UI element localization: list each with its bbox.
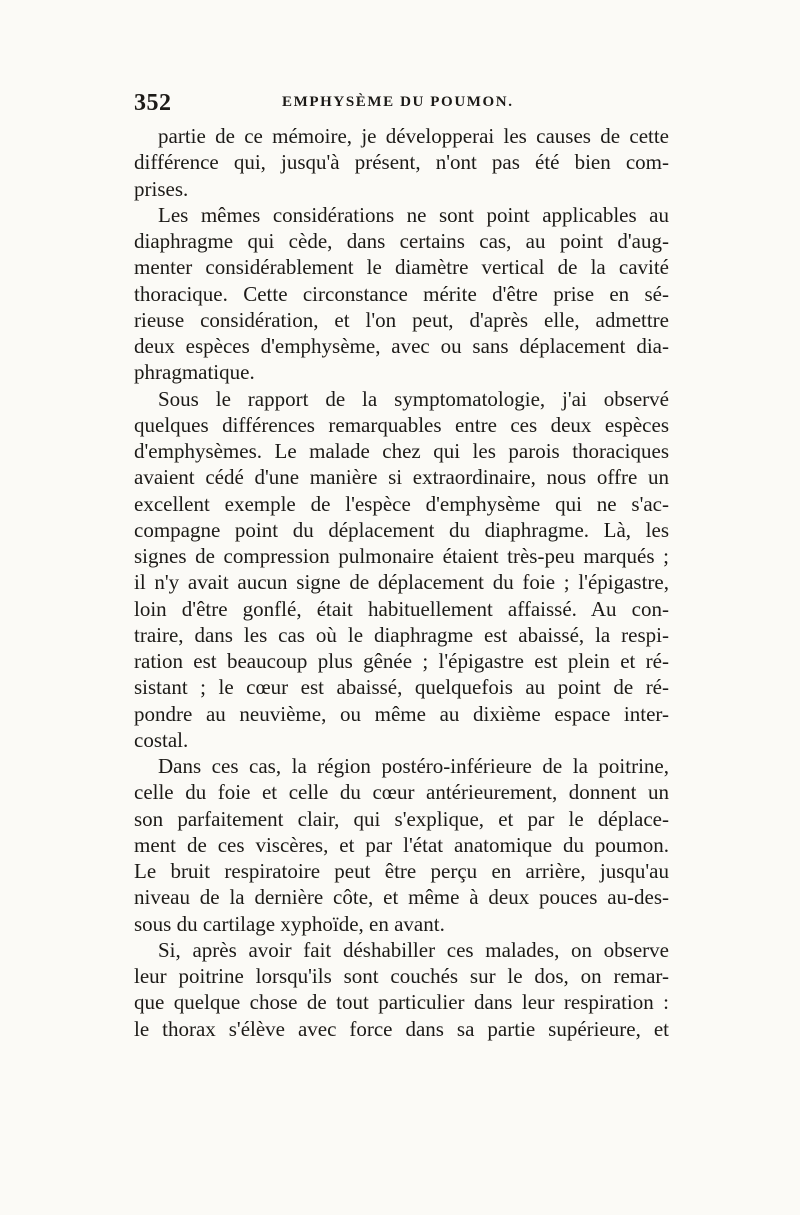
- text-line: le thorax s'élève avec force dans sa partie supérieure, et: [134, 1016, 669, 1041]
- text-line: pondre au neuvième, ou même au dixième espace inter-: [134, 701, 669, 726]
- paragraph: [134, 753, 669, 937]
- text-line: loin d'être gonflé, était habituellement affaissé. Au con-: [134, 596, 669, 621]
- text-line: sistant ; le cœur est abaissé, quelquefois au point de ré-: [134, 675, 669, 700]
- text-line: Si, après avoir fait déshabiller ces malades, on observe: [158, 937, 669, 962]
- text-line: son parfaitement clair, qui s'explique, et par le déplace-: [134, 806, 669, 831]
- text-line: sous du cartilage xyphoïde, en avant.: [134, 911, 445, 936]
- text-line: leur poitrine lorsqu'ils sont couchés sur le dos, on remar-: [134, 964, 669, 988]
- text-line: prises.: [134, 176, 189, 201]
- text-line: ration est beaucoup plus gênée ; l'épigastre est plein et ré-: [134, 649, 669, 673]
- text-line: traire, dans les cas où le diaphragme est abaissé, la respi-: [134, 622, 669, 647]
- text-line: phragmatique.: [134, 360, 255, 385]
- text-line: avaient cédé d'une manière si extraordinaire, nous offre un: [134, 465, 669, 490]
- text-line: rieuse considération, et l'on peut, d'après elle, admettre: [134, 307, 669, 332]
- text-line: excellent exemple de l'espèce d'emphysème qui ne s'ac-: [134, 491, 669, 516]
- paragraph: [134, 937, 669, 1042]
- text-line: thoracique. Cette circonstance mérite d'être prise en sé-: [134, 281, 669, 306]
- text-line: il n'y avait aucun signe de déplacement du foie ; l'épigastre,: [134, 570, 669, 595]
- text-line: diaphragme qui cède, dans certains cas, au point d'aug-: [134, 229, 669, 253]
- text-line: Les mêmes considérations ne sont point applicables au: [158, 202, 669, 227]
- paragraph: [134, 123, 669, 202]
- text-line: quelques différences remarquables entre ces deux espèces: [134, 412, 669, 437]
- body-text: [134, 123, 669, 1042]
- text-line: différence qui, jusqu'à présent, n'ont pas été bien com-: [134, 150, 669, 175]
- text-line: Sous le rapport de la symptomatologie, j'ai observé: [158, 386, 669, 411]
- text-line: ment de ces viscères, et par l'état anatomique du poumon.: [134, 832, 669, 857]
- text-line: celle du foie et celle du cœur antérieurement, donnent un: [134, 780, 669, 805]
- running-head: [134, 90, 669, 120]
- text-line: partie de ce mémoire, je développerai les causes de cette: [158, 124, 669, 148]
- text-line: que quelque chose de tout particulier dans leur respiration :: [134, 990, 669, 1015]
- paragraph: [134, 386, 669, 754]
- text-line: costal.: [134, 727, 189, 752]
- text-line: deux espèces d'emphysème, avec ou sans déplacement dia-: [134, 334, 669, 358]
- text-line: Dans ces cas, la région postéro-inférieure de la poitrine,: [158, 754, 669, 778]
- text-line: Le bruit respiratoire peut être perçu en arrière, jusqu'au: [134, 859, 669, 883]
- text-line: niveau de la dernière côte, et même à deux pouces au-des-: [134, 885, 669, 910]
- text-line: compagne point du déplacement du diaphragme. Là, les: [134, 517, 669, 542]
- text-line: signes de compression pulmonaire étaient très-peu marqués ;: [134, 544, 669, 568]
- running-title: EMPHYSÈME DU POUMON.: [282, 94, 514, 110]
- text-line: menter considérablement le diamètre vertical de la cavité: [134, 255, 669, 280]
- page-number: 352: [134, 90, 172, 116]
- text-line: d'emphysèmes. Le malade chez qui les parois thoraciques: [134, 439, 669, 463]
- paragraph: [134, 202, 669, 386]
